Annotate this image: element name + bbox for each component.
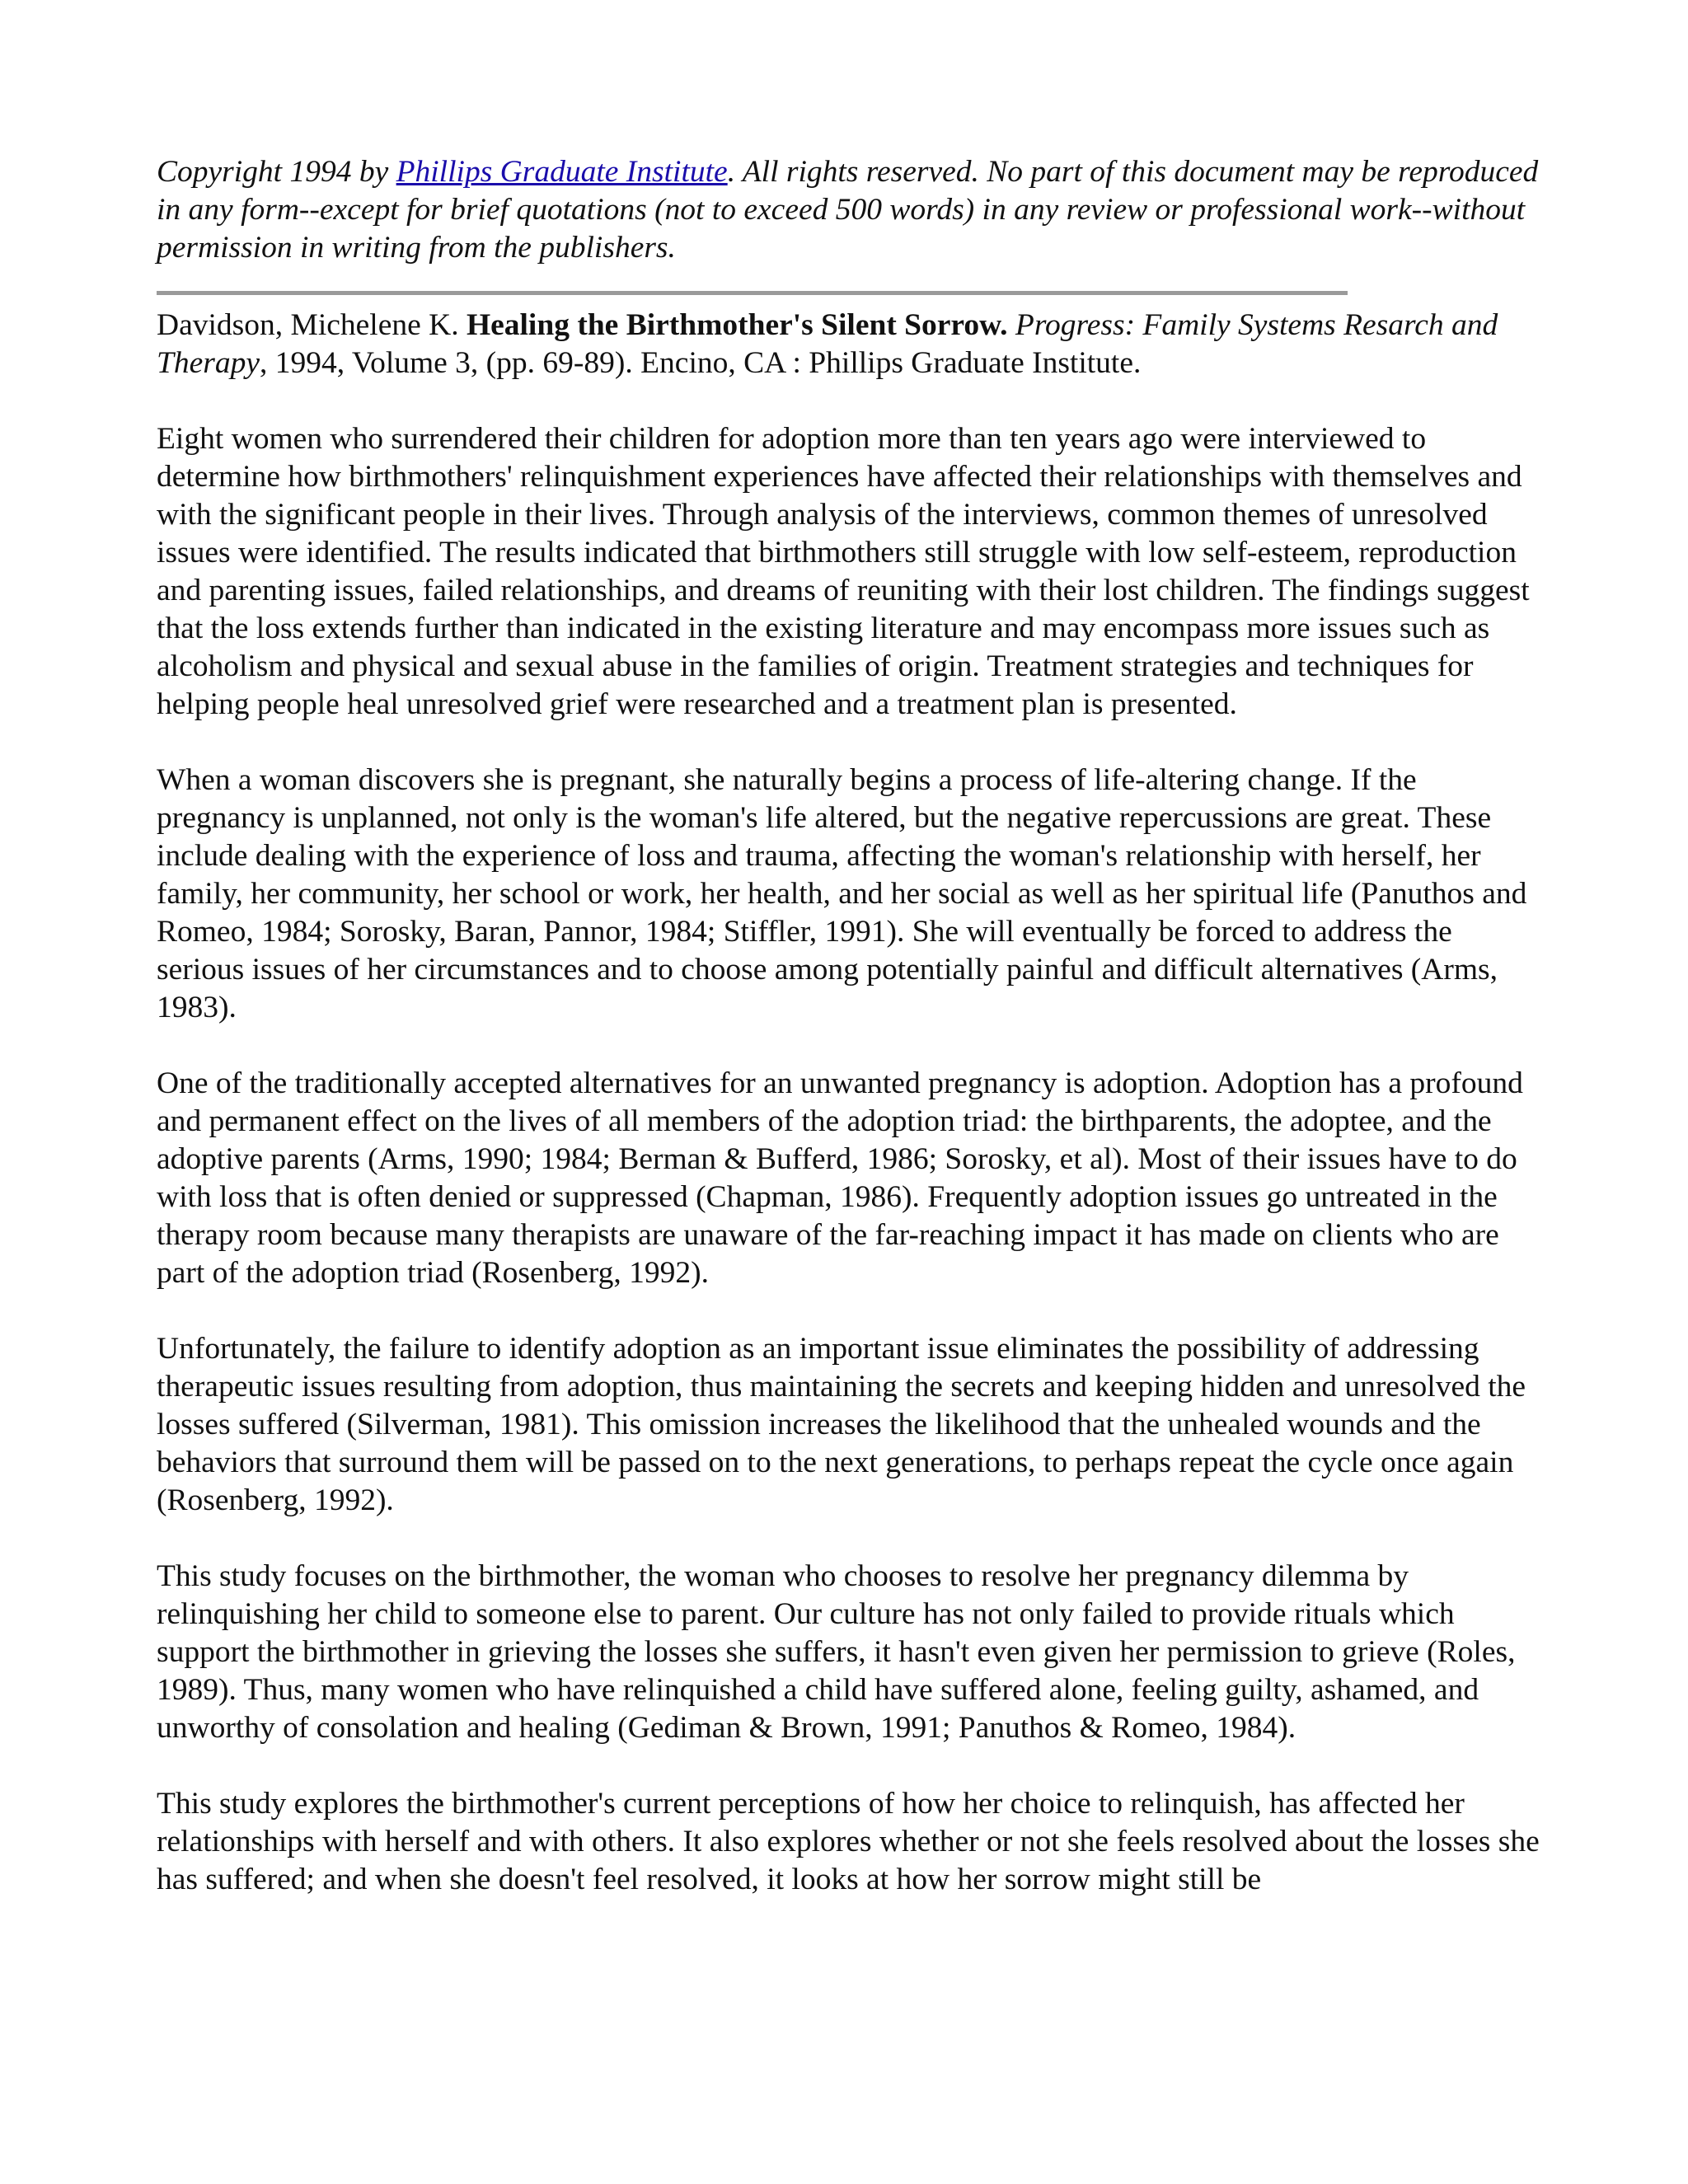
body-paragraph: One of the traditionally accepted alternatives for an unwanted pregnancy is adoption. Adoption has a profound and permanent effect on the lives of all members of the adoption triad: the birthparents, the adoptee, and the adoptive parents (Arms, 1990; 1984; Berman & Bufferd, 1986; Sorosky, et al). Most of their issues have to do with loss that is often denied or suppressed (Chapman, 1986). Frequently adoption issues go untreated in the therapy room because many therapists are unaware of the far-reaching impact it has made on clients who are part of the adoption triad (Rosenberg, 1992). bbox=[157, 1066, 1523, 1290]
copyright-suffix: . All rights reserved. No part of this document may be reproduced in any form--except for brief quotations (not to exceed 500 words) in any review or professional work--without permission in writing from the publishers. bbox=[157, 155, 1539, 265]
citation-title: Healing the Birthmother's Silent Sorrow. bbox=[466, 308, 1008, 342]
body-paragraph: Unfortunately, the failure to identify adoption as an important issue eliminates the possibility of addressing therapeutic issues resulting from adoption, thus maintaining the secrets and keeping hidden and unresolved the losses suffered (Silverman, 1981). This omission increases the likelihood that the unhealed wounds and the behaviors that surround them will be passed on to the next generations, to perhaps repeat the cycle once again (Rosenberg, 1992). bbox=[157, 1332, 1526, 1517]
horizontal-divider bbox=[157, 291, 1348, 295]
copyright-notice bbox=[157, 153, 1541, 267]
body-paragraph: This study explores the birthmother's current perceptions of how her choice to relinquish, has affected her relationships with herself and with others. It also explores whether or not she feels resolved about the losses she has suffered; and when she doesn't feel resolved, it looks at how her sorrow might still be bbox=[157, 1787, 1540, 1896]
citation-details: , 1994, Volume 3, (pp. 69-89). Encino, CA : Phillips Graduate Institute. bbox=[260, 346, 1142, 380]
abstract-paragraph: Eight women who surrendered their children for adoption more than ten years ago were interviewed to determine how birthmothers' relinquishment experiences have affected their relationships with themselves and with the significant people in their lives. Through analysis of the interviews, common themes of unresolved issues were identified. The results indicated that birthmothers still struggle with low self-esteem, reproduction and parenting issues, failed relationships, and dreams of reuniting with their lost children. The findings suggest that the loss extends further than indicated in the existing literature and may encompass more issues such as alcoholism and physical and sexual abuse in the families of origin. Treatment strategies and techniques for helping people heal unresolved grief were researched and a treatment plan is presented. bbox=[157, 422, 1530, 721]
publisher-link[interactable]: Phillips Graduate Institute bbox=[396, 155, 728, 189]
citation-author: Davidson, Michelene K. bbox=[157, 308, 467, 342]
citation bbox=[157, 307, 1541, 382]
copyright-prefix: Copyright 1994 by bbox=[157, 155, 396, 189]
body-paragraph: This study focuses on the birthmother, the woman who chooses to resolve her pregnancy dilemma by relinquishing her child to someone else to parent. Our culture has not only failed to provide rituals which support the birthmother in grieving the losses she suffers, it hasn't even given her permission to grieve (Roles, 1989). Thus, many women who have relinquished a child have suffered alone, feeling guilty, ashamed, and unworthy of consolation and healing (Gediman & Brown, 1991; Panuthos & Romeo, 1984). bbox=[157, 1559, 1516, 1745]
document-page bbox=[157, 153, 1541, 1937]
citation-journal: Progress: Family Systems Resarch and Therapy bbox=[157, 308, 1498, 380]
body-paragraph: When a woman discovers she is pregnant, she naturally begins a process of life-altering change. If the pregnancy is unplanned, not only is the woman's life altered, but the negative repercussions are great. These include dealing with the experience of loss and trauma, affecting the woman's relationship with herself, her family, her community, her school or work, her health, and her social as well as her spiritual life (Panuthos and Romeo, 1984; Sorosky, Baran, Pannor, 1984; Stiffler, 1991). She will eventually be forced to address the serious issues of her circumstances and to choose among potentially painful and difficult alternatives (Arms, 1983). bbox=[157, 763, 1527, 1024]
